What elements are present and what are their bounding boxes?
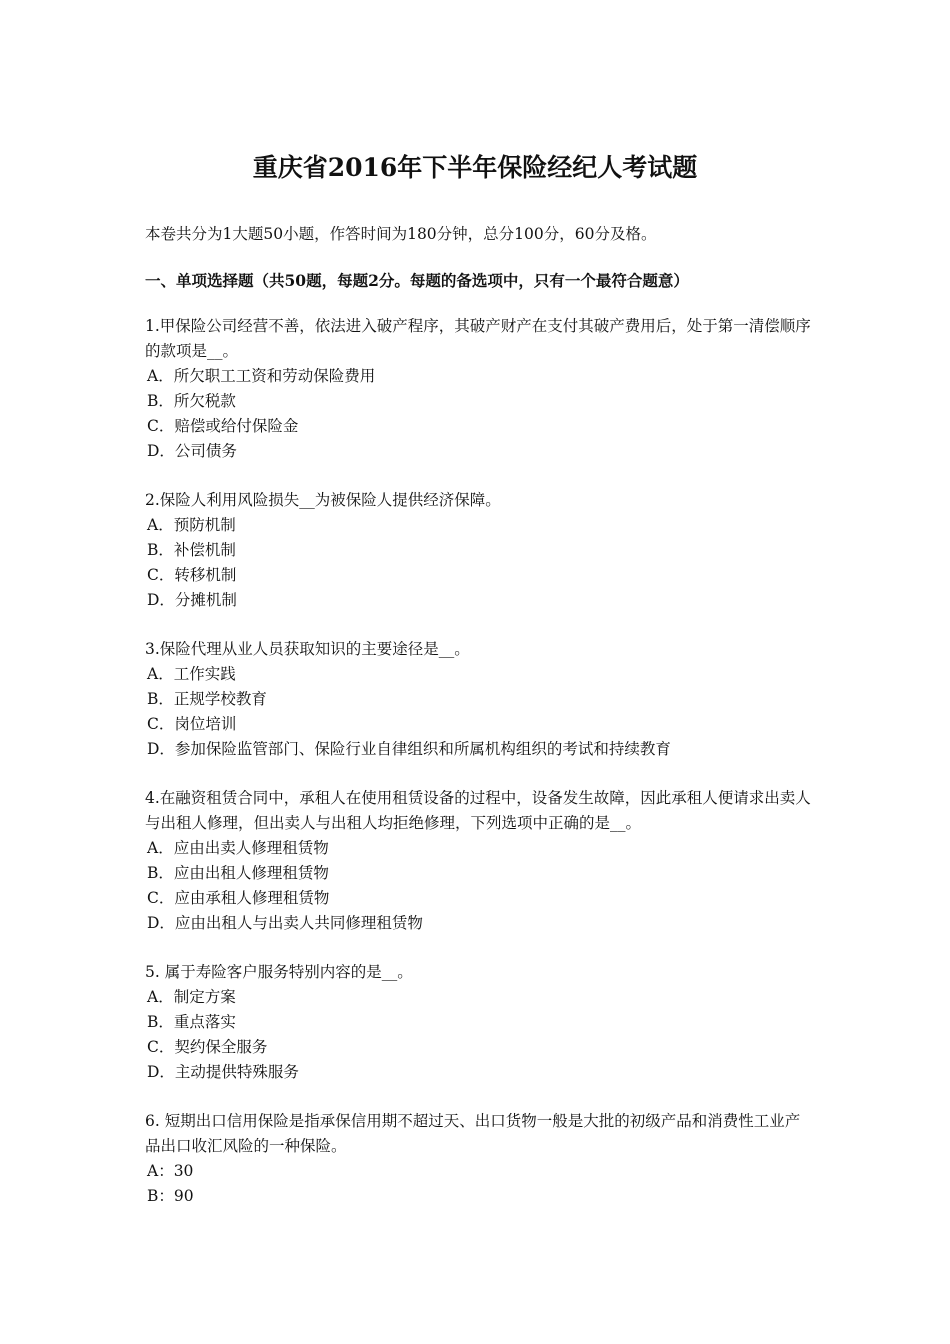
option-b: B．所欠税款 [147, 392, 236, 410]
option-c: C．契约保全服务 [147, 1038, 268, 1056]
option-a: A．预防机制 [147, 516, 236, 534]
option-d: D．公司债务 [147, 442, 237, 460]
question-stem: 3.保险代理从业人员获取知识的主要途径是__。 [145, 640, 470, 658]
option-c: C．岗位培训 [147, 715, 237, 733]
option-list [145, 513, 815, 613]
question-stem: 1.甲保险公司经营不善，依法进入破产程序，其破产财产在支付其破产费用后，处于第一清偿顺序的款项是__。 [145, 317, 811, 360]
question-5 [145, 960, 815, 1085]
question-1 [145, 314, 815, 464]
question-stem: 5. 属于寿险客户服务特别内容的是__。 [145, 963, 413, 981]
question-stem: 2.保险人利用风险损失__为被保险人提供经济保障。 [145, 491, 501, 509]
option-d: D．分摊机制 [147, 591, 237, 609]
option-a: A．应由出卖人修理租赁物 [147, 839, 329, 857]
option-b: B．应由出租人修理租赁物 [147, 864, 329, 882]
question-2 [145, 488, 815, 613]
option-d: D．应由出租人与出卖人共同修理租赁物 [147, 914, 423, 932]
option-list [145, 364, 815, 464]
option-b: B：90 [147, 1187, 194, 1205]
option-d: D．参加保险监管部门、保险行业自律组织和所属机构组织的考试和持续教育 [147, 740, 671, 758]
option-list [145, 985, 815, 1085]
question-stem: 4.在融资租赁合同中，承租人在使用租赁设备的过程中，设备发生故障，因此承租人便请求出卖人与出租人修理，但出卖人与出租人均拒绝修理，下列选项中正确的是__。 [145, 789, 811, 832]
option-c: C．转移机制 [147, 566, 237, 584]
question-3 [145, 637, 815, 762]
option-d: D．主动提供特殊服务 [147, 1063, 299, 1081]
document-body [145, 222, 815, 1233]
section-heading: 一、单项选择题（共50题，每题2分。每题的备选项中，只有一个最符合题意） [145, 271, 689, 290]
option-a: A．所欠职工工资和劳动保险费用 [147, 367, 376, 385]
option-a: A：30 [147, 1162, 194, 1180]
option-b: B．重点落实 [147, 1013, 236, 1031]
option-a: A．制定方案 [147, 988, 236, 1006]
question-stem: 6. 短期出口信用保险是指承保信用期不超过天、出口货物一般是大批的初级产品和消费性工业产品出口收汇风险的一种保险。 [145, 1112, 801, 1155]
option-list [145, 836, 815, 936]
page-title: 重庆省2016年下半年保险经纪人考试题 [252, 153, 698, 182]
option-c: C．赔偿或给付保险金 [147, 417, 299, 435]
option-b: B．正规学校教育 [147, 690, 267, 708]
question-4 [145, 786, 815, 936]
question-6 [145, 1109, 815, 1209]
option-b: B．补偿机制 [147, 541, 236, 559]
option-a: A．工作实践 [147, 665, 236, 683]
option-list [145, 1159, 815, 1209]
exam-intro: 本卷共分为1大题50小题，作答时间为180分钟，总分100分，60分及格。 [145, 225, 657, 243]
option-c: C．应由承租人修理租赁物 [147, 889, 330, 907]
option-list [145, 662, 815, 762]
